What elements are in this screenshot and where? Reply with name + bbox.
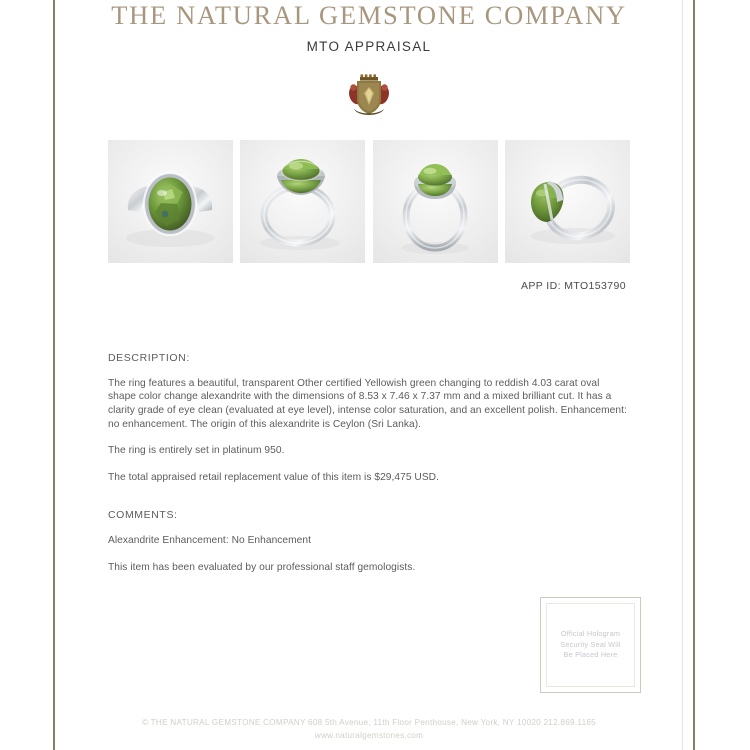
description-paragraph-1: The ring features a beautiful, transparent Other certified Yellowish green changing to reddish 4.03 carat oval shape color change alexandrite with the dimensions of 8.53 x 7.46 x 7.37 mm and a mixed brilliant cut. It has a clarity grade of eye clean (evaluated at eye level), intense color saturation, and an excellent polish. Enhancement: no enhancement. The origin of this alexandrite is Ceylon (Sri Lanka).: [108, 377, 627, 430]
hologram-seal-inner-border: [546, 603, 635, 687]
page-border-right-thin-rule: [682, 0, 683, 750]
ring-photo-front-view: [373, 140, 498, 263]
ring-photo-top-view: [108, 140, 233, 263]
description-heading: DESCRIPTION:: [108, 351, 190, 364]
footer-address-line: © THE NATURAL GEMSTONE COMPANY 608 5th Avenue, 11th Floor Penthouse, New York, NY 10020 212.869.1165: [142, 718, 596, 727]
ring-photo-angle-view: [240, 140, 365, 263]
appraisal-page: [56, 0, 682, 750]
heraldic-crest-icon: [347, 71, 391, 119]
app-id-label: APP ID: MTO153790: [520, 279, 626, 292]
page-title: THE NATURAL GEMSTONE COMPANY: [111, 0, 627, 30]
ring-photo-strip: [108, 140, 630, 263]
hologram-seal-line-1: Official Hologram: [560, 629, 621, 639]
comments-paragraph-1: Alexandrite Enhancement: No Enhancement: [108, 535, 311, 547]
description-paragraph-3: The total appraised retail replacement value of this item is $29,475 USD.: [108, 471, 439, 483]
comments-heading: COMMENTS:: [108, 509, 178, 522]
comments-paragraph-2: This item has been evaluated by our professional staff gemologists.: [108, 561, 416, 573]
footer-website-line: www.naturalgemstones.com: [314, 730, 424, 740]
description-section: [108, 352, 630, 575]
document-subtitle: MTO APPRAISAL: [306, 38, 432, 54]
comments-section: [108, 509, 630, 574]
page-border-right-thick-rule: [693, 0, 695, 750]
masthead: [56, 0, 682, 54]
hologram-seal-line-3: Be Placed Here: [563, 650, 618, 660]
hologram-seal-line-2: Security Seal Will: [560, 639, 621, 649]
page-footer: [56, 717, 682, 742]
crest-container: [56, 71, 682, 119]
page-border-left-rule: [53, 0, 55, 750]
ring-photo-side-view: [505, 140, 630, 263]
hologram-seal-placeholder: [540, 597, 641, 693]
description-paragraph-2: The ring is entirely set in platinum 950.: [108, 445, 285, 457]
